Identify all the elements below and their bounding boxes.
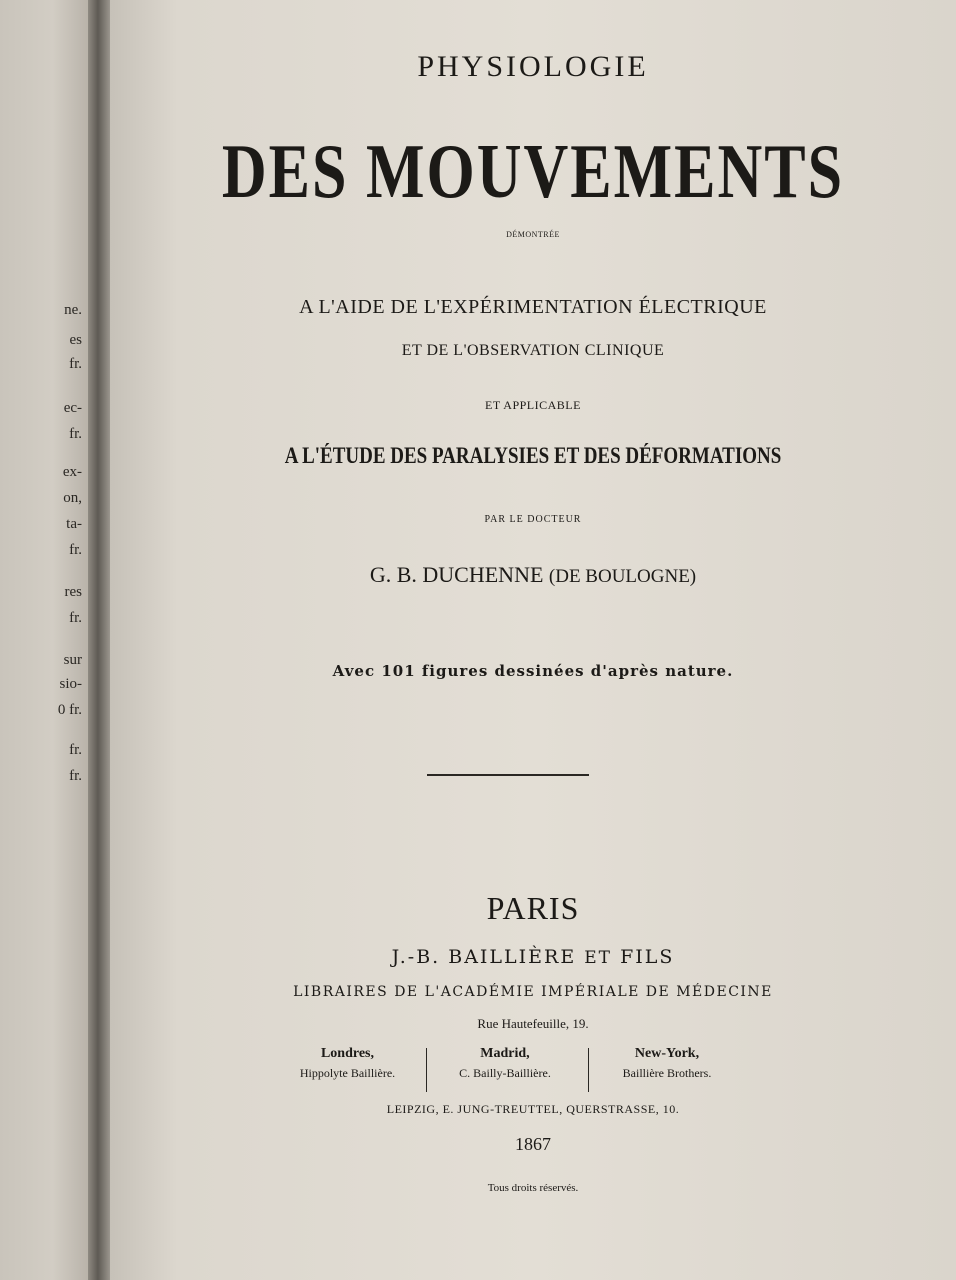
publisher-et: ET [584,948,613,968]
figures-note: Avec 101 figures dessinées d'après nature. [332,662,734,680]
title-page [110,0,956,1280]
left-page-fragment: ex- [62,464,82,480]
book-gutter [88,0,110,1280]
subtitle-aide: A L'AIDE DE L'EXPÉRIMENTATION ÉLECTRIQUE [299,296,767,318]
branch-separator [426,1048,427,1092]
author-name: G. B. DUCHENNE [369,562,544,587]
author-line [110,562,956,588]
branch-city: Madrid, [480,1046,530,1061]
left-page-fragment: on, [63,490,82,506]
left-page-fragment: fr. [69,742,82,758]
left-page-fragment: 0 fr. [57,702,82,718]
branch-agent: Baillière Brothers. [622,1066,712,1080]
publisher-address: Rue Hautefeuille, 19. [477,1016,589,1031]
left-page-fragment: fr. [69,542,82,558]
left-page-fragment: fr. [69,356,82,372]
branch-agent: C. Bailly-Baillière. [459,1066,551,1080]
left-page-fragment: es [69,332,82,348]
left-page-fragment: fr. [69,610,82,626]
leipzig-agent: LEIPZIG, E. JUNG-TREUTTEL, QUERSTRASSE, 10. [386,1102,680,1116]
branch-new-york [592,1046,742,1081]
branch-city: New-York, [634,1046,700,1061]
main-title: DES MOUVEMENTS [221,129,845,215]
subtitle-observation: ET DE L'OBSERVATION CLINIQUE [401,342,665,359]
title-line-physiologie: PHYSIOLOGIE [417,50,649,83]
branch-london [280,1046,415,1081]
par-le-docteur: PAR LE DOCTEUR [484,514,582,525]
left-page-fragment: fr. [69,768,82,784]
left-page-fragment: ne. [64,302,82,318]
subtitle-demontree: DÉMONTRÉE [506,230,560,239]
publisher-name-part: FILS [620,946,675,968]
publisher-affiliation: LIBRAIRES DE L'ACADÉMIE IMPÉRIALE DE MÉDECINE [293,984,773,1000]
branch-city: Londres, [320,1046,375,1061]
divider-rule [427,774,589,776]
left-page-fragment: sio- [59,676,82,692]
branch-madrid [430,1046,580,1081]
publisher-name [110,946,956,968]
publisher-name-part: J.-B. BAILLIÈRE [391,946,577,968]
branch-offices [110,1046,956,1096]
author-suffix: (DE BOULOGNE) [548,566,697,587]
publication-year: 1867 [515,1134,551,1154]
left-page-fragment: ec- [63,400,82,416]
left-page-fragment: fr. [69,426,82,442]
branch-agent: Hippolyte Baillière. [299,1066,396,1080]
subtitle-applicable: ET APPLICABLE [485,398,581,412]
imprint-city: PARIS [486,890,580,926]
left-page-fragment: ta- [66,516,82,532]
subtitle-etude: A L'ÉTUDE DES PARALYSIES ET DES DÉFORMATIONS [284,444,782,470]
left-page-fragment: sur [63,652,82,668]
rights-notice: Tous droits réservés. [487,1182,579,1194]
left-page [0,0,88,1280]
branch-separator [588,1048,589,1092]
left-page-fragment: res [64,584,82,600]
